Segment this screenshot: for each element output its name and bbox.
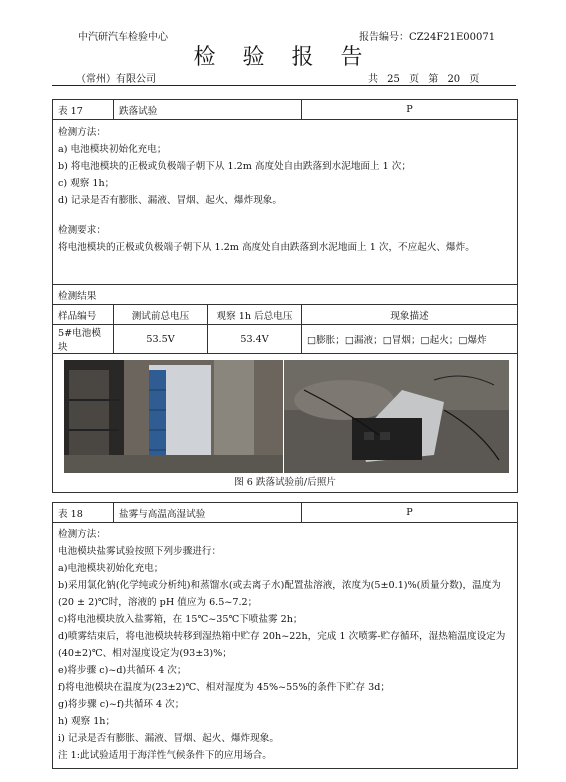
t17-result-title: 检测结果 (53, 285, 518, 305)
col-voltage-after: 观察 1h 后总电压 (208, 305, 302, 325)
cell-phenomenon: □膨胀；□漏液；□冒烟；□起火；□爆炸 (302, 325, 518, 354)
t17-method-d: d) 记录是否有膨胀、漏液、冒烟、起火、爆炸现象。 (58, 195, 282, 206)
t18-name: 盐雾与高温高湿试验 (114, 503, 302, 523)
t17-req-title: 检测要求： (58, 225, 106, 236)
t18-line: 注 1:此试验适用于海洋性气候条件下的应用场合。 (58, 750, 272, 761)
header-rule (52, 85, 516, 86)
photo-after-drop (284, 360, 509, 473)
col-sample-id: 样品编号 (53, 305, 114, 325)
org-name: 中汽研汽车检验中心 (78, 32, 168, 43)
cell-sample-id: 5#电池模块 (53, 325, 114, 354)
t18-line: b)采用氯化钠(化学纯或分析纯)和蒸馏水(或去离子水)配置盐溶液，浓度为(5±0.1)%(质量分数)，温度为(20 ± 2)℃时，溶液的 pH 值应为 6.5~7.2； (58, 580, 501, 608)
t18-line: a)电池模块初始化充电； (58, 563, 164, 574)
t18-line: 检测方法： (58, 529, 106, 540)
t17-number: 表 17 (53, 100, 114, 120)
t17-name: 跌落试验 (114, 100, 302, 120)
t18-line: d)喷雾结束后，将电池模块转移到湿热箱中贮存 20h~22h，完成 1 次喷雾-贮存循环，湿热箱温度设定为(40±2)℃、相对湿度设定为(93±3)%； (58, 631, 506, 659)
t18-line: 电池模块盐雾试验按照下列步骤进行： (58, 546, 222, 557)
table-18 (52, 502, 518, 769)
t17-method-c: c) 观察 1h； (58, 178, 115, 189)
report-number: 报告编号：CZ24F21E00071 (359, 32, 496, 43)
col-voltage-before: 测试前总电压 (114, 305, 208, 325)
photo-caption: 图 6 跌落试验前/后照片 (234, 477, 336, 488)
cell-voltage-after: 53.4V (208, 325, 302, 354)
t18-number: 表 18 (53, 503, 114, 523)
table-17 (52, 99, 518, 493)
t18-line: i) 记录是否有膨胀、漏液、冒烟、起火、爆炸现象。 (58, 733, 279, 744)
t17-grade: P (302, 100, 518, 120)
t18-line: c)将电池模块放入盐雾箱，在 15℃~35℃下喷盐雾 2h； (58, 614, 303, 625)
t18-line: g)将步骤 c)~f)共循环 4 次； (58, 699, 185, 710)
t17-method-title: 检测方法： (58, 127, 106, 138)
t17-method-b: b) 将电池模块的正极或负极端子朝下从 1.2m 高度处自由跌落到水泥地面上 1 次； (58, 161, 411, 172)
t17-req-text: 将电池模块的正极或负极端子朝下从 1.2m 高度处自由跌落到水泥地面上 1 次，不应起火、爆炸。 (58, 242, 475, 253)
t17-method-a: a) 电池模块初始化充电； (58, 144, 167, 155)
t17-photo-section (53, 354, 518, 493)
t18-method-section (53, 523, 518, 769)
t18-line: e)将步骤 c)~d)共循环 4 次； (58, 665, 187, 676)
branch-name: （常州）有限公司 (76, 74, 156, 85)
t18-line: h) 观察 1h； (58, 716, 116, 727)
col-phenomenon: 现象描述 (302, 305, 518, 325)
photo-before-drop (64, 360, 283, 473)
t17-method-section (53, 120, 518, 285)
cell-voltage-before: 53.5V (114, 325, 208, 354)
page-title: 检 验 报 告 (193, 45, 373, 70)
page-count: 共 25 页 第 20 页 (368, 74, 480, 85)
t18-grade: P (302, 503, 518, 523)
t18-line: f)将电池模块在温度为(23±2)℃、相对湿度为 45%~55%的条件下贮存 3d； (58, 682, 390, 693)
